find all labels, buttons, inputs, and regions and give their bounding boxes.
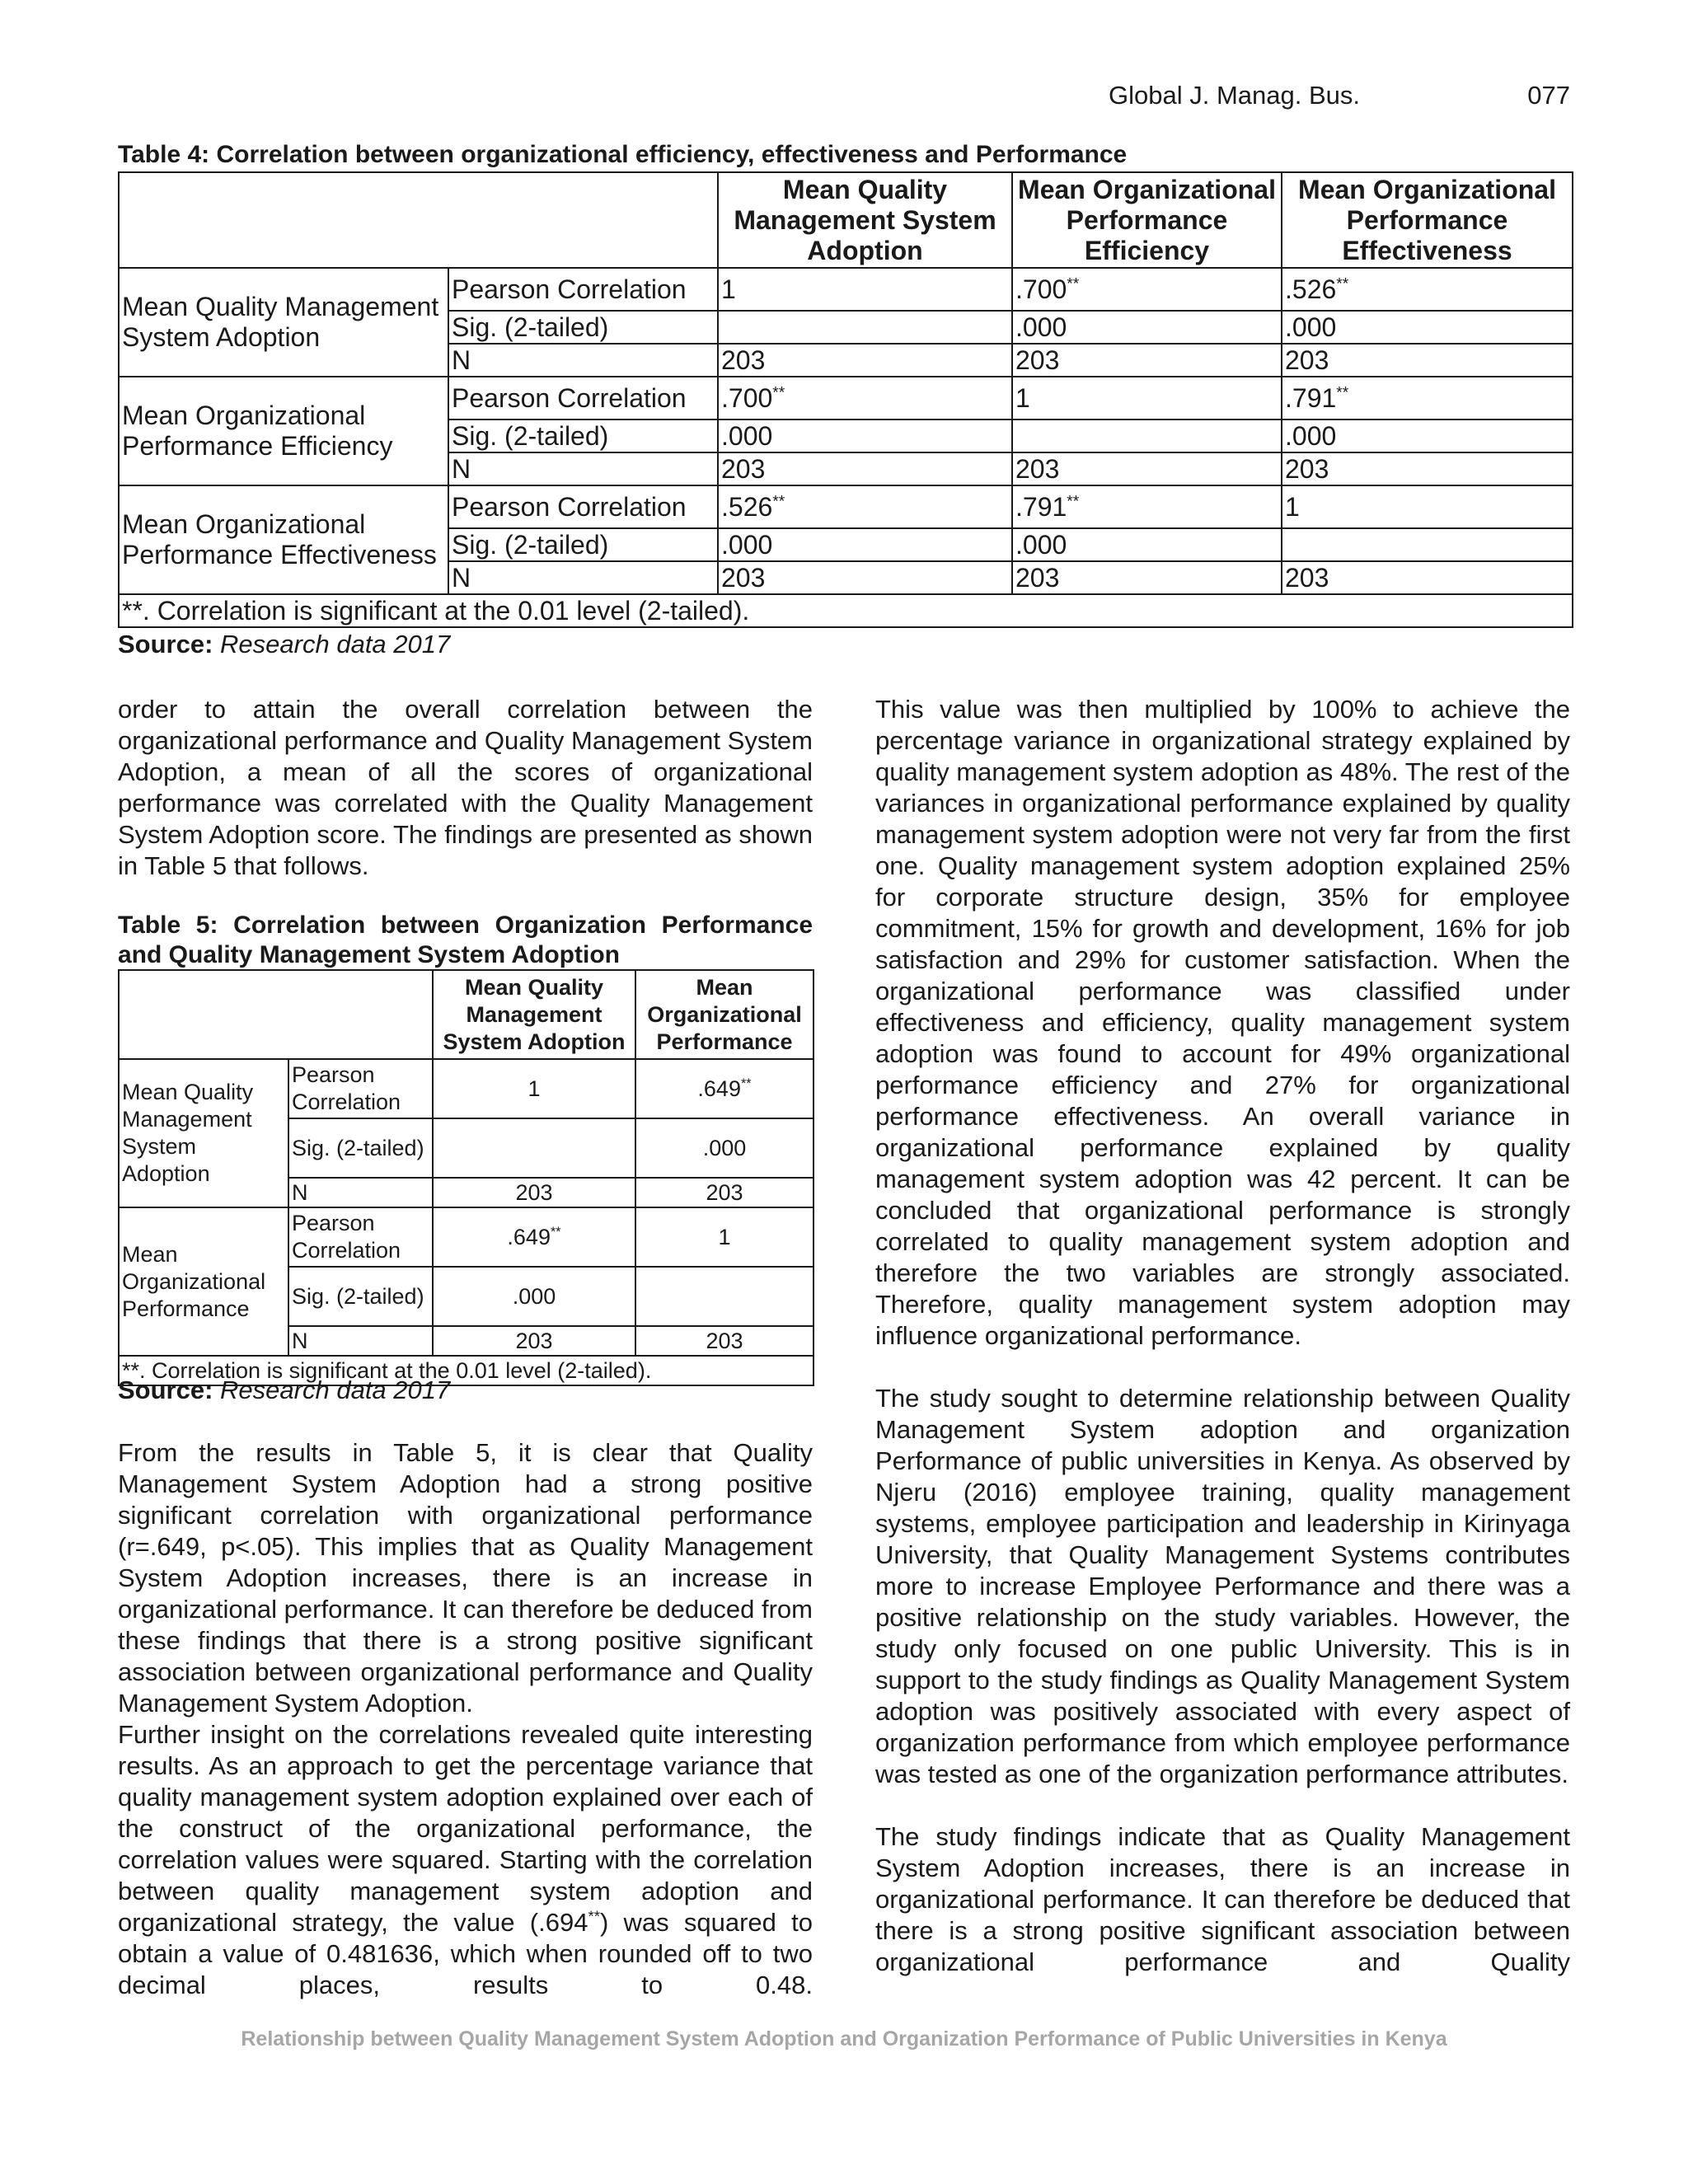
table4-cell: 203 <box>1282 561 1573 594</box>
table4-cell: 203 <box>1282 344 1573 377</box>
significance-marker: ** <box>1336 274 1349 293</box>
source-text: Research data 2017 <box>220 630 451 658</box>
table5-cell: 203 <box>635 1326 814 1356</box>
table5 <box>118 969 814 1386</box>
table5-row-label: Mean Organizational Performance <box>119 1207 288 1356</box>
table4-cell <box>1012 419 1282 452</box>
table4-footnote: **. Correlation is significant at the 0.01 level (2-tailed). <box>119 594 1573 627</box>
table4-cell: .000 <box>1282 311 1573 344</box>
table4-cell: 1 <box>718 268 1012 311</box>
table4-stat-label: Sig. (2-tailed) <box>448 419 718 452</box>
paragraph: order to attain the overall correlation between the organizational performance and Quality Management System Adoption, a mean of all the scores of organizational performance was correlated with the Quality Management System Adoption score. The findings are presented as shown in Table 5 that follows. <box>118 695 813 880</box>
significance-marker: ** <box>1067 274 1080 293</box>
table5-cell: 203 <box>433 1326 635 1356</box>
table5-row-label: Mean Quality Management System Adoption <box>119 1059 288 1207</box>
table4-stat-label: N <box>448 452 718 485</box>
table5-footnote: **. Correlation is significant at the 0.01 level (2-tailed). <box>119 1356 814 1385</box>
table4-cell: 203 <box>718 561 1012 594</box>
table5-cell <box>433 1118 635 1178</box>
table5-cell: 203 <box>635 1178 814 1207</box>
table4-cell: 1 <box>1282 485 1573 528</box>
table4-cell <box>718 311 1012 344</box>
table4-caption: Table 4: Correlation between organizational efficiency, effectiveness and Performance <box>118 141 1128 168</box>
table4-cell: 1 <box>1012 377 1282 419</box>
table4-cell: 203 <box>1012 452 1282 485</box>
significance-marker: ** <box>1336 383 1349 401</box>
running-header <box>1109 79 1570 112</box>
table4-source <box>118 629 450 660</box>
right-column <box>875 694 1570 1978</box>
left-column-intro <box>118 694 813 882</box>
table4-row-label: Mean Quality Management System Adoption <box>119 268 448 377</box>
significance-marker: ** <box>740 1076 752 1091</box>
table4-cell: 203 <box>1282 452 1573 485</box>
left-column-body <box>118 1437 813 2001</box>
significance-marker: ** <box>772 492 785 510</box>
paragraph: Further insight on the correlations revealed quite interesting results. As an approach to get the percentage variance that quality management system adoption explained over each of the construct of the organizational performance, the correlation values were squared. Starting with the correlation between quality management system adoption and organizational strategy, the value (.694**) was squared to obtain a value of 0.481636, which when rounded off to two decimal places, results to 0.48. <box>118 1720 814 1999</box>
table4-row-label: Mean Organizational Performance Effectiveness <box>119 485 448 594</box>
table4-col-header: Mean Organizational Performance Efficiency <box>1012 172 1282 268</box>
table4-cell: .700** <box>1012 268 1282 311</box>
paragraph: The study sought to determine relationship between Quality Management System adoption and organization Performance of public universities in Kenya. As observed by Njeru (2016) employee training, quality management systems, employee participation and leadership in Kirinyaga University, that Quality Management Systems contributes more to increase Employee Performance and there was a positive relationship on the study variables. However, the study only focused on one public University. This is in support to the study findings as Quality Management System adoption was positively associated with every aspect of organization performance from which employee performance was tested as one of the organization performance attributes. <box>875 1384 1570 1788</box>
table4-cell: 203 <box>1012 344 1282 377</box>
source-text: Research data 2017 <box>220 1376 451 1404</box>
table-row <box>119 268 1573 311</box>
table4-stat-label: Pearson Correlation <box>448 485 718 528</box>
table4-row-label: Mean Organizational Performance Efficiency <box>119 377 448 485</box>
table5-source <box>118 1375 450 1406</box>
table4-cell: 203 <box>1012 561 1282 594</box>
table5-cell <box>635 1267 814 1326</box>
table-row <box>119 485 1573 528</box>
journal-name: Global J. Manag. Bus. <box>1109 81 1360 110</box>
table4-stat-label: N <box>448 561 718 594</box>
table4-stat-label: Sig. (2-tailed) <box>448 528 718 561</box>
table4-cell: .000 <box>1012 311 1282 344</box>
table4-stat-label: Pearson Correlation <box>448 377 718 419</box>
table5-cell: .000 <box>635 1118 814 1178</box>
table4-stat-label: Sig. (2-tailed) <box>448 311 718 344</box>
table4-cell: .791** <box>1012 485 1282 528</box>
paragraph: From the results in Table 5, it is clear that Quality Management System Adoption had a strong positive significant correlation with organizational performance (r=.649, p<.05). This implies that as Quality Management System Adoption increases, there is an increase in organizational performance. It can therefore be deduced from these findings that there is a strong positive significant association between organizational performance and Quality Management System Adoption. <box>118 1438 813 1718</box>
table4-cell: .000 <box>718 528 1012 561</box>
table4-cell <box>1282 528 1573 561</box>
table5-stat-label: Pearson Correlation <box>288 1059 433 1118</box>
table5-stat-label: N <box>288 1326 433 1356</box>
table5-corner-cell <box>119 970 433 1059</box>
paragraph: The study findings indicate that as Quality Management System Adoption increases, there is an increase in organizational performance. It can therefore be deduced that there is a strong positive significant association between organizational performance and Quality <box>875 1822 1570 1976</box>
significance-marker: ** <box>1067 492 1080 510</box>
table5-cell: .649** <box>635 1059 814 1118</box>
table4-cell: .000 <box>718 419 1012 452</box>
table5-cell: 1 <box>433 1059 635 1118</box>
table4-cell: .000 <box>1282 419 1573 452</box>
table4-col-header: Mean Organizational Performance Effectiveness <box>1282 172 1573 268</box>
significance-marker: ** <box>588 1907 600 1925</box>
table4-cell: .791** <box>1282 377 1573 419</box>
table5-cell: 203 <box>433 1178 635 1207</box>
table4-cell: .526** <box>1282 268 1573 311</box>
table4-cell: .700** <box>718 377 1012 419</box>
table-row <box>119 1207 814 1267</box>
table4-cell: 203 <box>718 452 1012 485</box>
table-row <box>119 1059 814 1118</box>
running-footer: Relationship between Quality Management System Adoption and Organization Performance of Public Universities in Kenya <box>241 2027 1447 2050</box>
table5-col-header: Mean Quality Management System Adoption <box>433 970 635 1059</box>
page-number: 077 <box>1527 81 1570 110</box>
table5-stat-label: Sig. (2-tailed) <box>288 1118 433 1178</box>
source-label: Source: <box>118 630 213 658</box>
table-row <box>119 377 1573 419</box>
table5-cell: .000 <box>433 1267 635 1326</box>
table5-caption: Table 5: Correlation between Organization Performance and Quality Management System Adoption <box>118 912 813 968</box>
paragraph: This value was then multiplied by 100% to achieve the percentage variance in organizational strategy explained by quality management system adoption as 48%. The rest of the variances in organizational performance explained by quality management system adoption were not very far from the first one. Quality management system adoption explained 25% for corporate structure design, 35% for employee commitment, 15% for growth and development, 16% for job satisfaction and 29% for customer satisfaction. When the organizational performance was classified under effectiveness and efficiency, quality management system adoption was found to account for 49% organizational performance efficiency and 27% for organizational performance effectiveness. An overall variance in organizational performance explained by quality management system adoption was 42 percent. It can be concluded that organizational performance is strongly correlated to quality management system adoption and therefore the two variables are strongly associated. Therefore, quality management system adoption may influence organizational performance. <box>875 695 1570 1350</box>
table5-col-header: Mean Organizational Performance <box>635 970 814 1059</box>
table4-col-header: Mean Quality Management System Adoption <box>718 172 1012 268</box>
table5-stat-label: Pearson Correlation <box>288 1207 433 1267</box>
table5-cell: 1 <box>635 1207 814 1267</box>
table4-stat-label: N <box>448 344 718 377</box>
table4-cell: .526** <box>718 485 1012 528</box>
significance-marker: ** <box>550 1224 561 1240</box>
source-label: Source: <box>118 1376 213 1404</box>
table5-stat-label: N <box>288 1178 433 1207</box>
table4-stat-label: Pearson Correlation <box>448 268 718 311</box>
table5-cell: .649** <box>433 1207 635 1267</box>
table4-cell: .000 <box>1012 528 1282 561</box>
table4-cell: 203 <box>718 344 1012 377</box>
table4 <box>118 171 1573 628</box>
table5-stat-label: Sig. (2-tailed) <box>288 1267 433 1326</box>
significance-marker: ** <box>772 383 785 401</box>
table4-corner-cell <box>119 172 718 268</box>
